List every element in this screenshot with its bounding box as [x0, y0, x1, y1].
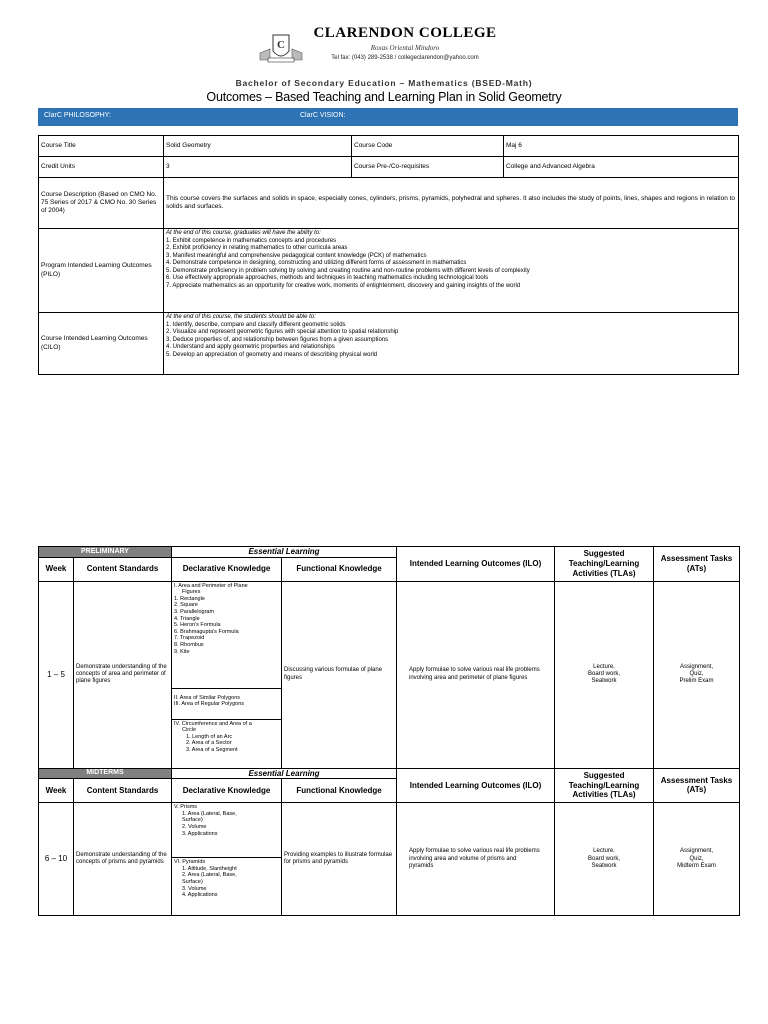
cilo-item: 2. Visualize and represent geometric figures with special attention to spatial relationship [166, 329, 399, 335]
tla-header: Suggested Teaching/Learning Activities (TLAs) [555, 547, 654, 582]
pilo-item: 1. Exhibit competence in mathematics concepts and procedures [166, 237, 337, 244]
midterm-declarative [172, 803, 282, 916]
declarative-header: Declarative Knowledge [172, 779, 282, 803]
at-line: Prelim Exam [679, 678, 714, 685]
tla-line: Board work, [588, 671, 621, 677]
declarative-header: Declarative Knowledge [172, 557, 282, 581]
prelim-table [38, 546, 740, 916]
credit-units-label: Credit Units [39, 157, 164, 178]
pilo-label: Program Intended Learning Outcomes (PILO) [39, 229, 164, 313]
functional-header: Functional Knowledge [282, 779, 397, 803]
dk-line: 8. Rhombus [174, 641, 204, 648]
college-location: Roxas Oriental Mindoro [370, 44, 440, 52]
dk-line: 2. Volume [182, 823, 207, 830]
course-description: This course covers the surfaces and solids in space, especially cones, cylinders, prisms, pyramids, polyhedral and spheres. It also includes the study of points, lines, shapes and regions in relation to solids and surfaces. [164, 178, 739, 229]
course-code: Maj 6 [504, 136, 739, 157]
pilo-item: 2. Exhibit proficiency in relating mathematics to other curricula areas [166, 245, 348, 251]
dk-section [172, 582, 281, 689]
svg-text:C: C [277, 39, 285, 51]
content-header: Content Standards [74, 779, 172, 803]
functional-header: Functional Knowledge [282, 557, 397, 581]
dk-line: II. Area of Similar Polygons [174, 694, 241, 701]
cilo-item: 4. Understand and apply geometric properties and relationships [166, 344, 335, 350]
at-header: Assessment Tasks (ATs) [654, 547, 740, 582]
philosophy-vision-bar [38, 108, 738, 126]
midterm-tla [555, 803, 654, 916]
midterm-content-standard: Demonstrate understanding of the concepts of prisms and pyramids [74, 803, 172, 916]
cilo-item: 3. Deduce properties of, and relationship between figures from a given assumptions [166, 336, 389, 343]
plan-title: Outcomes – Based Teaching and Learning Plan in Solid Geometry [206, 90, 562, 104]
prelim-declarative [172, 581, 282, 768]
prereq-label: Course Pre-/Co-requisites [352, 157, 504, 178]
tla-line: Board work, [588, 855, 621, 862]
dk-section [172, 689, 281, 720]
at-line: Quiz, [689, 855, 704, 862]
pilo-intro: At the end of this course, graduates will have the ability to: [166, 230, 321, 236]
at-line: Assignment, [680, 848, 714, 855]
vision-label: ClarC VISION: [300, 112, 346, 119]
prelim-at [654, 581, 740, 768]
pilo-item: 5. Demonstrate proficiency in problem solving by solving and creating routine and non-routine problems with different levels of complexity [166, 267, 530, 274]
college-logo [258, 33, 304, 63]
ilo-header: Intended Learning Outcomes (ILO) [397, 768, 555, 803]
cilo-intro: At the end of this course, the students should be able to: [166, 314, 316, 320]
essential-learning-header: Essential Learning [172, 547, 397, 558]
philosophy-label: ClarC PHILOSOPHY: [44, 112, 111, 119]
at-line: Quiz, [689, 671, 704, 677]
dk-line: 3. Area of a Segment [186, 746, 238, 753]
program-title: Bachelor of Secondary Education – Mathematics (BSED-Math) [235, 78, 533, 88]
prelim-ilo: Apply formulae to solve various real life problems involving area and perimeter of plane figures [397, 581, 555, 768]
tla-line: Lecture, [593, 848, 615, 855]
dk-section [172, 803, 281, 858]
pilo-cell [164, 229, 739, 313]
course-title-label: Course Title [39, 136, 164, 157]
prelim-content-standard: Demonstrate understanding of the concepts of area and perimeter of plane figures [74, 581, 172, 768]
dk-line: 3. Applications [182, 830, 218, 837]
pilo-item: 4. Demonstrate competence in designing, constructing and utilizing different forms of assessment in mathematics [166, 260, 467, 266]
dk-section [172, 858, 281, 900]
midterm-ilo: Apply formulae to solve various real life problems involving area and volume of prisms and pyramids [397, 803, 555, 916]
college-name: CLARENDON COLLEGE [313, 25, 497, 41]
dk-line: I. Area and Perimeter of Plane [174, 582, 248, 589]
midterm-functional: Providing examples to illustrate formulae for prisms and pyramids [282, 803, 397, 916]
dk-line: 2. Square [174, 602, 198, 609]
prelim-tla [555, 581, 654, 768]
at-line: Assignment, [680, 663, 714, 670]
dk-line: 1. Rectangle [174, 595, 205, 602]
ilo-header: Intended Learning Outcomes (ILO) [397, 547, 555, 582]
dk-line: IV. Circumference and Area of a [174, 720, 252, 727]
dk-line: 7. Trapezoid [174, 635, 205, 642]
dk-line: 6. Brahmagupta's Formula [174, 628, 239, 635]
dk-line: 2. Area (Lateral, Base, [182, 872, 237, 879]
prelim-functional: Discussing various formulae of plane figures [282, 581, 397, 768]
content-header: Content Standards [74, 557, 172, 581]
dk-line: 3. Parallelogram [174, 608, 215, 615]
description-label: Course Description (Based on CMO No. 75 Series of 2017 & CMO No. 30 Series of 2004) [39, 178, 164, 229]
cilo-label: Course Intended Learning Outcomes (CILO) [39, 313, 164, 375]
tla-line: Seatwork [591, 862, 617, 869]
at-line: Midterm Exam [677, 862, 716, 869]
dk-line: Surface) [182, 817, 203, 824]
credit-units: 3 [164, 157, 352, 178]
essential-learning-header: Essential Learning [172, 768, 397, 779]
prelim-term-label: PRELIMINARY [39, 547, 172, 558]
dk-line: VI. Pyramids [174, 859, 206, 866]
dk-line: Figures [182, 589, 201, 596]
dk-line: 5. Heron's Formula [174, 622, 221, 629]
dk-line: Surface) [182, 878, 203, 885]
week-header: Week [39, 557, 74, 581]
midterm-week: 6 – 10 [39, 803, 74, 916]
pilo-item: 7. Appreciate mathematics as an opportunity for creative work, moments of enlightenment, discovery and gaining insights of the world [166, 282, 521, 289]
cilo-item: 1. Identify, describe, compare and classify different geometric solids [166, 321, 346, 328]
dk-line: 1. Altitude, Slantheight [182, 865, 237, 872]
dk-line: 2. Area of a Sector [186, 740, 232, 747]
pilo-item: 6. Use effectively appropriate approaches, methods and techniques in teaching mathematics including technological tools [166, 275, 489, 281]
dk-line: III. Area of Regular Polygons [174, 701, 245, 708]
dk-line: 9. Kite [174, 648, 190, 655]
course-code-label: Course Code [352, 136, 504, 157]
week-header: Week [39, 779, 74, 803]
prereq: College and Advanced Algebra [504, 157, 739, 178]
dk-line: V. Prisms [174, 804, 198, 811]
course-title: Solid Geometry [164, 136, 352, 157]
dk-section [172, 720, 281, 755]
dk-line: 1. Area (Lateral, Base, [182, 810, 237, 817]
college-contact: Tel fax: (043) 289-2538 / collegeclarendon@yahoo.com [331, 55, 479, 61]
prelim-week: 1 – 5 [39, 581, 74, 768]
cilo-item: 5. Develop an appreciation of geometry and means of describing physical world [166, 351, 378, 358]
tla-line: Lecture, [593, 663, 615, 670]
dk-line: 1. Length of an Arc [186, 733, 233, 740]
midterm-at [654, 803, 740, 916]
tla-header: Suggested Teaching/Learning Activities (TLAs) [555, 768, 654, 803]
tla-line: Seatwork [591, 678, 617, 685]
at-header: Assessment Tasks (ATs) [654, 768, 740, 803]
cilo-cell [164, 313, 739, 375]
dk-line: 3. Volume [182, 885, 207, 892]
course-info-table [38, 135, 739, 375]
dk-line: 4. Triangle [174, 615, 200, 622]
pilo-item: 3. Manifest meaningful and comprehensive pedagogical content knowledge (PCK) of mathematics [166, 252, 427, 259]
dk-line: Circle [182, 727, 197, 734]
dk-line: 4. Applications [182, 892, 218, 899]
midterm-term-label: MIDTERMS [39, 768, 172, 779]
